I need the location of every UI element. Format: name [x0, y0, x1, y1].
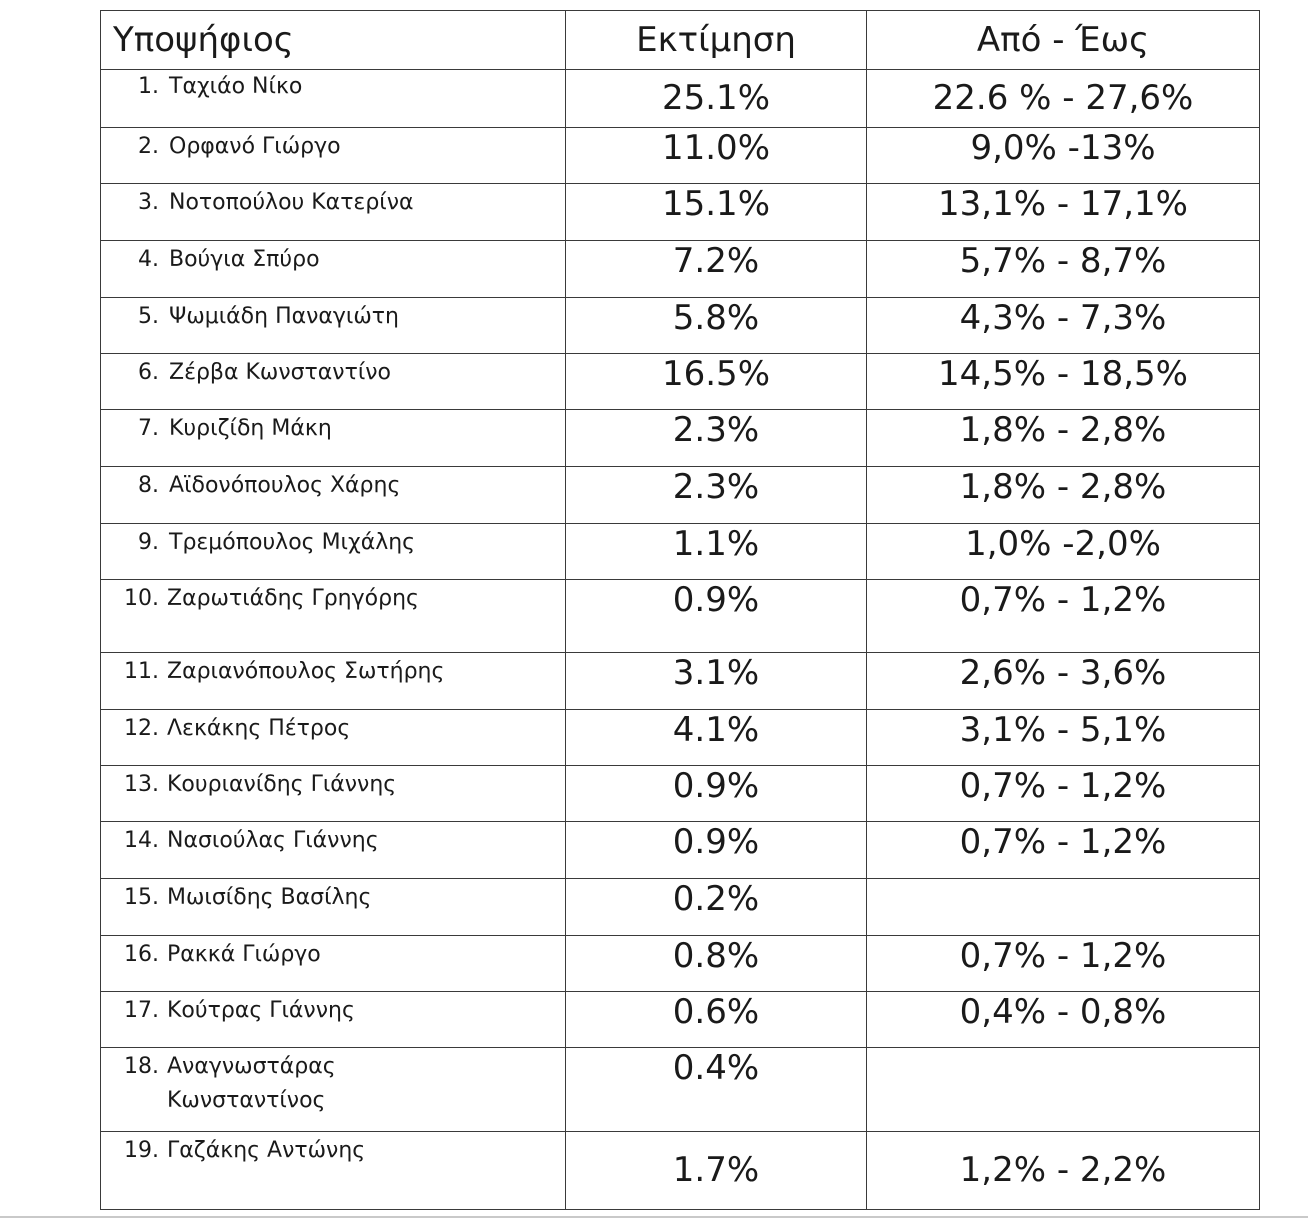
range-value: 2,6% - 3,6% [867, 653, 1260, 710]
table-row [101, 70, 1260, 128]
candidate-name: Νασιούλας Γιάννης [167, 828, 379, 853]
table-row [101, 241, 1260, 298]
estimate-value: 5.8% [566, 298, 867, 354]
row-number: 10. [124, 586, 159, 611]
estimate-value: 1.1% [566, 524, 867, 580]
estimate-value: 2.3% [566, 467, 867, 524]
row-number: 18. [124, 1054, 159, 1079]
row-number: 6. [138, 360, 159, 385]
candidate-name: Ρακκά Γιώργο [167, 942, 321, 967]
table-row [101, 653, 1260, 710]
table-row [101, 822, 1260, 879]
table-row [101, 128, 1260, 184]
row-number: 14. [124, 828, 159, 853]
row-number: 13. [124, 772, 159, 797]
range-value [867, 879, 1260, 936]
candidate-name-line2: Κωνσταντίνος [167, 1088, 326, 1113]
range-value: 14,5% - 18,5% [867, 354, 1260, 410]
header-estimate: Εκτίμηση [566, 11, 867, 70]
range-value: 1,8% - 2,8% [867, 410, 1260, 467]
range-value: 0,7% - 1,2% [867, 936, 1260, 992]
row-number: 17. [124, 998, 159, 1023]
header-candidate: Υποψήφιος [101, 11, 566, 70]
row-number: 3. [138, 190, 159, 215]
table-row [101, 354, 1260, 410]
table-row [101, 184, 1260, 241]
candidate-cell [101, 992, 566, 1048]
candidate-cell [101, 524, 566, 580]
range-value: 4,3% - 7,3% [867, 298, 1260, 354]
candidate-cell [101, 354, 566, 410]
range-value [867, 1048, 1260, 1132]
estimate-value: 0.9% [566, 766, 867, 822]
candidate-name: Λεκάκης Πέτρος [167, 716, 351, 741]
row-number: 11. [124, 659, 159, 684]
candidate-cell [101, 766, 566, 822]
estimate-value: 2.3% [566, 410, 867, 467]
row-number: 2. [138, 134, 159, 159]
range-value: 1,0% -2,0% [867, 524, 1260, 580]
table-row [101, 1132, 1260, 1210]
candidate-name: Αϊδονόπουλος Χάρης [169, 473, 401, 498]
estimate-value: 0.2% [566, 879, 867, 936]
estimate-value: 0.9% [566, 580, 867, 653]
candidate-cell [101, 1132, 566, 1210]
candidate-name [159, 1050, 336, 1118]
row-number: 1. [138, 74, 159, 99]
candidate-name: Κουριανίδης Γιάννης [167, 772, 397, 797]
candidate-cell [101, 298, 566, 354]
candidate-cell [101, 128, 566, 184]
range-value: 13,1% - 17,1% [867, 184, 1260, 241]
row-number: 8. [138, 473, 159, 498]
estimate-value: 4.1% [566, 710, 867, 766]
estimate-value: 15.1% [566, 184, 867, 241]
table-row [101, 410, 1260, 467]
bottom-divider [0, 1216, 1308, 1218]
row-number: 15. [124, 885, 159, 910]
row-number: 7. [138, 416, 159, 441]
candidate-name: Κυριζίδη Μάκη [169, 416, 332, 441]
candidate-cell [101, 879, 566, 936]
row-number: 4. [138, 247, 159, 272]
candidate-cell [101, 1048, 566, 1132]
range-value: 1,8% - 2,8% [867, 467, 1260, 524]
table-row [101, 524, 1260, 580]
estimate-value: 1.7% [566, 1132, 867, 1210]
results-table [100, 10, 1260, 1210]
candidate-name: Γαζάκης Αντώνης [167, 1138, 366, 1163]
estimate-value: 3.1% [566, 653, 867, 710]
row-number: 9. [138, 530, 159, 555]
candidate-cell [101, 710, 566, 766]
candidate-name: Ζαριανόπουλος Σωτήρης [167, 659, 445, 684]
candidate-name-line1: Αναγνωστάρας [167, 1054, 336, 1079]
candidate-cell [101, 241, 566, 298]
table-row [101, 766, 1260, 822]
candidate-cell [101, 70, 566, 128]
range-value: 22.6 % - 27,6% [867, 70, 1260, 128]
range-value: 0,7% - 1,2% [867, 766, 1260, 822]
range-value: 5,7% - 8,7% [867, 241, 1260, 298]
candidate-name: Τρεμόπουλος Μιχάλης [169, 530, 416, 555]
table-row [101, 936, 1260, 992]
estimate-value: 0.8% [566, 936, 867, 992]
table-row [101, 580, 1260, 653]
table-row [101, 298, 1260, 354]
candidate-cell [101, 653, 566, 710]
range-value: 0,7% - 1,2% [867, 580, 1260, 653]
candidate-name: Ψωμιάδη Παναγιώτη [169, 304, 399, 329]
table-row [101, 992, 1260, 1048]
row-number: 19. [124, 1138, 159, 1163]
candidate-cell [101, 580, 566, 653]
candidate-name: Κούτρας Γιάννης [167, 998, 355, 1023]
estimate-value: 16.5% [566, 354, 867, 410]
candidate-cell [101, 467, 566, 524]
candidate-name: Ζέρβα Κωνσταντίνο [169, 360, 392, 385]
candidate-name: Ταχιάο Νίκο [169, 74, 303, 99]
row-number: 16. [124, 942, 159, 967]
range-value: 3,1% - 5,1% [867, 710, 1260, 766]
table-row [101, 1048, 1260, 1132]
row-number: 5. [138, 304, 159, 329]
estimate-value: 7.2% [566, 241, 867, 298]
range-value: 9,0% -13% [867, 128, 1260, 184]
candidate-cell [101, 184, 566, 241]
candidate-name: Νοτοπούλου Κατερίνα [169, 190, 414, 215]
estimate-value: 11.0% [566, 128, 867, 184]
header-range: Από - Έως [867, 11, 1260, 70]
header-row [101, 11, 1260, 70]
candidate-name: Βούγια Σπύρο [169, 247, 320, 272]
estimate-value: 0.9% [566, 822, 867, 879]
table-row [101, 467, 1260, 524]
row-number: 12. [124, 716, 159, 741]
table-row [101, 710, 1260, 766]
candidate-cell [101, 936, 566, 992]
table-row [101, 879, 1260, 936]
candidate-name: Ζαρωτιάδης Γρηγόρης [167, 586, 419, 611]
estimate-value: 25.1% [566, 70, 867, 128]
range-value: 0,4% - 0,8% [867, 992, 1260, 1048]
range-value: 1,2% - 2,2% [867, 1132, 1260, 1210]
candidate-name: Ορφανό Γιώργο [169, 134, 341, 159]
candidate-name: Μωισίδης Βασίλης [167, 885, 372, 910]
estimate-value: 0.6% [566, 992, 867, 1048]
estimate-value: 0.4% [566, 1048, 867, 1132]
range-value: 0,7% - 1,2% [867, 822, 1260, 879]
candidate-cell [101, 410, 566, 467]
candidate-cell [101, 822, 566, 879]
